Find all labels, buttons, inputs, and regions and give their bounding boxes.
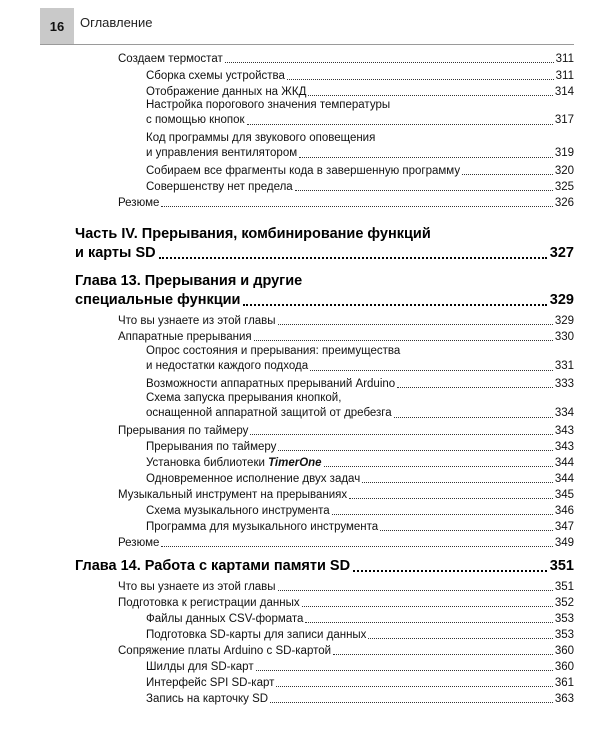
toc-entry-page: 345 <box>554 489 574 501</box>
toc-entry-page: 351 <box>554 581 574 593</box>
dot-leader <box>305 622 552 623</box>
toc-entry[interactable] <box>146 391 574 421</box>
toc-entry-page: 326 <box>554 197 574 209</box>
toc-entry[interactable] <box>146 612 574 626</box>
toc-entry-page: 344 <box>554 473 574 485</box>
chapter-title-cont: специальные функции <box>75 292 241 308</box>
toc-entry-label: Файлы данных CSV-формата <box>146 613 304 625</box>
dot-leader <box>278 324 553 325</box>
toc-entry-label: Совершенству нет предела <box>146 181 293 193</box>
toc-entry[interactable] <box>118 424 574 438</box>
toc-entry-label: Сборка схемы устройства <box>146 70 285 82</box>
toc-entry-page: 353 <box>554 629 574 641</box>
toc-entry-label-cont: и управления вентилятором <box>146 147 298 159</box>
toc-entry-page: 360 <box>554 645 574 657</box>
toc-entry[interactable] <box>146 344 574 374</box>
toc-entry[interactable] <box>146 440 574 454</box>
dot-leader <box>278 450 552 451</box>
dot-leader <box>256 670 553 671</box>
toc-entry-page: 346 <box>554 505 574 517</box>
part-title-cont: и карты SD <box>75 245 156 261</box>
dot-leader <box>324 466 553 467</box>
toc-entry-label: Отображение данных на ЖКД <box>146 86 307 98</box>
toc-entry-page: 314 <box>554 86 574 98</box>
chapter-page: 329 <box>549 292 574 308</box>
toc-entry-label: Резюме <box>118 537 160 549</box>
chapter-heading[interactable] <box>75 272 574 310</box>
part-title: Часть IV. Прерывания, комбинирование функций <box>75 226 431 242</box>
toc-entry-label: Собираем все фрагменты кода в завершенную программу <box>146 165 461 177</box>
dot-leader <box>278 590 553 591</box>
toc-entry-label: Сопряжение платы Arduino с SD-картой <box>118 645 332 657</box>
dot-leader <box>349 498 553 499</box>
toc-entry[interactable] <box>118 644 574 658</box>
toc-entry[interactable] <box>118 330 574 344</box>
toc-entry-page: 344 <box>554 457 574 469</box>
toc-entry-page: 320 <box>554 165 574 177</box>
dot-leader <box>310 370 553 371</box>
toc-entry-page: 319 <box>554 147 574 159</box>
dot-leader <box>332 514 553 515</box>
toc-entry-label: Подготовка SD-карты для записи данных <box>146 629 367 641</box>
toc-entry-label-cont: оснащенной аппаратной защитой от дребезга <box>146 407 392 419</box>
toc-entry-label: Резюме <box>118 197 160 209</box>
toc-entry-label: Запись на карточку SD <box>146 693 269 705</box>
toc-entry-page: 363 <box>554 693 574 705</box>
toc-entry-label: Шилды для SD-карт <box>146 661 254 673</box>
toc-entry[interactable] <box>146 628 574 642</box>
toc-entry-label-cont: с помощью кнопок <box>146 114 245 126</box>
toc-entry[interactable] <box>118 580 574 594</box>
chapter-heading[interactable] <box>75 557 574 576</box>
toc-entry-label: Аппаратные прерывания <box>118 331 252 343</box>
dot-leader <box>380 530 553 531</box>
chapter-title: Глава 13. Прерывания и другие <box>75 273 303 289</box>
toc-entry[interactable] <box>146 164 574 178</box>
toc-entry[interactable] <box>146 520 574 534</box>
toc-entry[interactable] <box>146 660 574 674</box>
dot-leader <box>270 702 553 703</box>
dot-leader <box>161 546 552 547</box>
dot-leader <box>161 206 552 207</box>
toc-entry-label: Схема музыкального инструмента <box>146 505 330 517</box>
toc-entry-label: Схема запуска прерывания кнопкой, <box>146 392 342 404</box>
dot-leader <box>462 174 553 175</box>
toc-entry[interactable] <box>146 504 574 518</box>
toc-entry-page: 334 <box>554 407 574 419</box>
chapter-title: Глава 14. Работа с картами памяти SD <box>75 558 351 574</box>
toc-entry-page: 311 <box>555 70 574 82</box>
dot-leader <box>302 606 553 607</box>
toc-entry-page: 325 <box>554 181 574 193</box>
dot-leader <box>308 95 552 96</box>
toc-entry-page: 352 <box>554 597 574 609</box>
toc-entry-label: Программа для музыкального инструмента <box>146 521 379 533</box>
dot-leader <box>295 190 553 191</box>
toc-entry[interactable] <box>118 488 574 502</box>
library-name: TimerOne <box>268 457 322 469</box>
toc-entry-label: Интерфейс SPI SD-карт <box>146 677 275 689</box>
toc-entry[interactable] <box>146 85 574 99</box>
toc-entry-label-cont: и недостатки каждого подхода <box>146 360 309 372</box>
toc-entry-page: 333 <box>554 378 574 390</box>
toc-entry[interactable] <box>118 196 574 210</box>
dot-leader <box>368 638 552 639</box>
toc-entry[interactable] <box>118 596 574 610</box>
toc-entry-label: Что вы узнаете из этой главы <box>118 581 276 593</box>
toc-entry-page: 331 <box>554 360 574 372</box>
toc-entry-label: Прерывания по таймеру <box>118 425 249 437</box>
toc-entry[interactable] <box>146 472 574 486</box>
toc-entry-page: 353 <box>554 613 574 625</box>
dot-leader <box>287 79 554 80</box>
toc-entry-page: 361 <box>554 677 574 689</box>
toc-entry-label <box>146 456 322 470</box>
part-page: 327 <box>549 245 574 261</box>
toc-entry-label-text: Установка библиотеки <box>146 457 269 469</box>
chapter-page: 351 <box>549 558 574 574</box>
toc-entry-page: 349 <box>554 537 574 549</box>
dot-leader <box>243 304 546 306</box>
toc-entry[interactable] <box>118 314 574 328</box>
dot-leader <box>397 387 553 388</box>
dot-leader <box>254 340 553 341</box>
dot-leader <box>362 482 553 483</box>
dot-leader <box>299 157 553 158</box>
toc-entry-page: 347 <box>554 521 574 533</box>
toc-entry[interactable] <box>146 131 574 161</box>
toc-entry[interactable] <box>146 98 574 128</box>
toc-entry-label: Возможности аппаратных прерываний Arduino <box>146 378 396 390</box>
dot-leader <box>394 417 553 418</box>
toc-entry[interactable] <box>118 536 574 550</box>
toc-entry-page: 343 <box>554 441 574 453</box>
toc-entry-label: Прерывания по таймеру <box>146 441 277 453</box>
page-number: 16 <box>40 8 74 44</box>
dot-leader <box>225 62 554 63</box>
toc-entry[interactable] <box>146 692 574 706</box>
toc-entry-page: 311 <box>555 53 574 65</box>
toc-entry-page: 317 <box>554 114 574 126</box>
toc-entry-label: Опрос состояния и прерывания: преимущества <box>146 345 401 357</box>
toc-entry[interactable] <box>146 676 574 690</box>
running-title: Оглавление <box>80 15 153 30</box>
toc-entry-label: Код программы для звукового оповещения <box>146 132 376 144</box>
toc-entry[interactable] <box>146 377 574 391</box>
toc-entry-label: Одновременное исполнение двух задач <box>146 473 361 485</box>
part-heading[interactable] <box>75 225 574 263</box>
toc-entry[interactable] <box>146 456 574 470</box>
toc-entry-page: 329 <box>554 315 574 327</box>
toc-entry-page: 360 <box>554 661 574 673</box>
toc-entry[interactable] <box>146 180 574 194</box>
dot-leader <box>247 124 553 125</box>
toc-entry-label: Музыкальный инструмент на прерываниях <box>118 489 348 501</box>
toc-entry[interactable] <box>146 69 574 83</box>
dot-leader <box>159 257 547 259</box>
dot-leader <box>333 654 553 655</box>
dot-leader <box>250 434 552 435</box>
toc-entry[interactable] <box>118 52 574 66</box>
toc-entry-label: Создаем термостат <box>118 53 223 65</box>
toc-entry-page: 330 <box>554 331 574 343</box>
toc-entry-page: 343 <box>554 425 574 437</box>
dot-leader <box>353 570 547 572</box>
dot-leader <box>276 686 552 687</box>
toc-entry-label: Настройка порогового значения температуры <box>146 99 391 111</box>
toc-entry-label: Подготовка к регистрации данных <box>118 597 300 609</box>
toc-entry-label: Что вы узнаете из этой главы <box>118 315 276 327</box>
